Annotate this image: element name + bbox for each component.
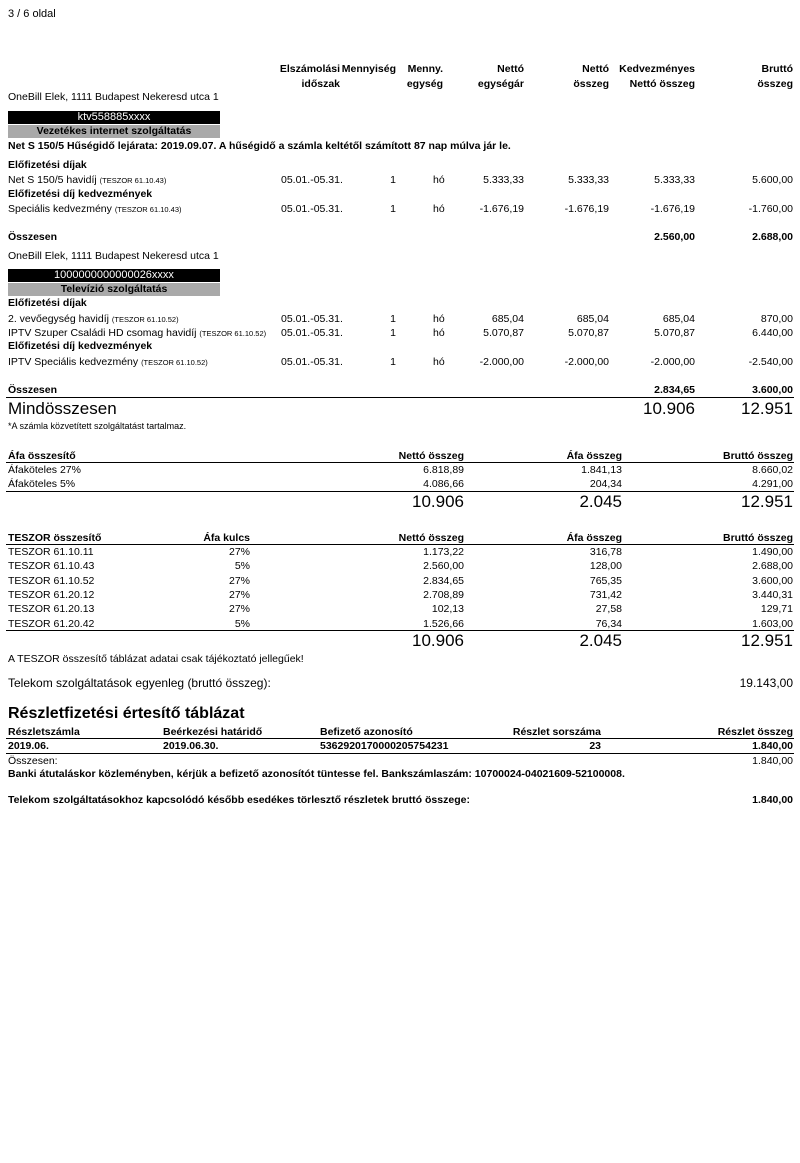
teszor-rate: 27% bbox=[228, 603, 250, 616]
item-qty: 1 bbox=[390, 174, 396, 186]
teszor-summary-row bbox=[0, 617, 800, 631]
item-unit: hó bbox=[433, 356, 445, 368]
item-unit: hó bbox=[433, 203, 445, 215]
teszor-code: TESZOR 61.20.42 bbox=[8, 617, 95, 630]
teszor-vat: 316,78 bbox=[589, 546, 622, 558]
line-item-row bbox=[0, 312, 800, 326]
vat-amount: 1.841,13 bbox=[581, 464, 622, 476]
vat-gross: 8.660,02 bbox=[752, 464, 793, 476]
vat-summary-header bbox=[0, 449, 800, 463]
total-label: Összesen bbox=[8, 384, 58, 396]
later-installments-row bbox=[0, 793, 800, 807]
teszor-gross: 1.603,00 bbox=[752, 617, 793, 630]
item-period: 05.01.-05.31. bbox=[281, 327, 343, 339]
installment-sum-row bbox=[0, 754, 800, 768]
teszor-vat: 76,34 bbox=[595, 617, 622, 630]
item-qty: 1 bbox=[390, 327, 396, 339]
vat-header-gross: Bruttó összeg bbox=[722, 450, 793, 462]
item-qty: 1 bbox=[390, 313, 396, 325]
item-unit: hó bbox=[433, 174, 445, 186]
section2-account-id: 1000000000000026xxxx bbox=[8, 269, 220, 282]
teszor-note: A TESZOR összesítő táblázat adatai csak tájékoztató jellegűek! bbox=[8, 653, 304, 665]
teszor-header-label: TESZOR összesítő bbox=[8, 532, 102, 544]
vat-total-gross: 12.951 bbox=[741, 492, 793, 511]
teszor-vat: 27,58 bbox=[595, 603, 622, 616]
loyalty-notice: Net S 150/5 Hűségidő lejárata: 2019.09.07. A hűségidő a számla keltétől számított 87 nap múlva jár le. bbox=[8, 140, 511, 152]
vat-category: Áfaköteles 27% bbox=[8, 464, 81, 476]
item-net: 5.070,87 bbox=[568, 327, 609, 339]
section2-service-name: Televízió szolgáltatás bbox=[8, 283, 220, 296]
inst-sum-value: 1.840,00 bbox=[752, 755, 793, 767]
divider bbox=[6, 397, 794, 398]
teszor-summary-row bbox=[0, 602, 800, 616]
section2-discounts-title: Előfizetési díj kedvezmények bbox=[8, 340, 153, 352]
total-net: 2.560,00 bbox=[654, 231, 695, 243]
teszor-header-rate: Áfa kulcs bbox=[203, 532, 250, 544]
section1-account-id: ktv558885xxxx bbox=[8, 111, 220, 124]
item-qty: 1 bbox=[390, 356, 396, 368]
item-unit-price: 685,04 bbox=[491, 313, 524, 325]
item-disc-net: 5.333,33 bbox=[654, 174, 695, 186]
inst-header-payer-id: Befizető azonosító bbox=[320, 726, 413, 738]
installment-row bbox=[0, 739, 800, 753]
vat-total-vat: 2.045 bbox=[579, 492, 622, 511]
item-name: Net S 150/5 havidíj (TESZOR 61.10.43) bbox=[8, 174, 167, 186]
section1-service-name: Vezetékes internet szolgáltatás bbox=[8, 125, 220, 138]
teszor-code: TESZOR 61.10.52 bbox=[8, 574, 95, 587]
line-item-row bbox=[0, 202, 800, 216]
item-disc-net: 685,04 bbox=[662, 313, 695, 325]
vat-net: 6.818,89 bbox=[423, 464, 464, 476]
item-gross: 6.440,00 bbox=[752, 327, 793, 339]
item-unit: hó bbox=[433, 327, 445, 339]
inst-deadline: 2019.06.30. bbox=[163, 740, 219, 752]
teszor-gross: 3.440,31 bbox=[752, 588, 793, 601]
item-unit-price: 5.333,33 bbox=[483, 174, 524, 186]
teszor-net: 2.708,89 bbox=[423, 588, 464, 601]
item-qty: 1 bbox=[390, 203, 396, 215]
teszor-summary-row bbox=[0, 559, 800, 573]
teszor-rate: 27% bbox=[228, 588, 250, 601]
item-period: 05.01.-05.31. bbox=[281, 174, 343, 186]
header-qty: Mennyiség bbox=[341, 63, 396, 75]
item-disc-net: -2.000,00 bbox=[650, 356, 695, 368]
header-unit: Menny. egység bbox=[406, 63, 443, 90]
later-installments-label: Telekom szolgáltatásokhoz kapcsolódó később esedékes törlesztő részletek bruttó összege: bbox=[8, 794, 470, 806]
inst-invoice: 2019.06. bbox=[8, 740, 49, 752]
item-net: -2.000,00 bbox=[564, 356, 609, 368]
item-net: -1.676,19 bbox=[564, 203, 609, 215]
teszor-code: TESZOR 61.10.11 bbox=[8, 546, 94, 558]
installments-header bbox=[0, 725, 800, 739]
header-unit-price: Nettó egységár bbox=[477, 63, 524, 90]
teszor-gross: 3.600,00 bbox=[752, 574, 793, 587]
teszor-code: TESZOR 61.10.43 bbox=[8, 560, 95, 573]
section1-address: OneBill Elek, 1111 Budapest Nekeresd utca 1 bbox=[8, 91, 219, 103]
total-label: Összesen bbox=[8, 231, 58, 243]
teszor-gross: 1.490,00 bbox=[752, 546, 793, 558]
header-net: Nettó összeg bbox=[573, 63, 609, 90]
section1-discounts-title: Előfizetési díj kedvezmények bbox=[8, 188, 153, 200]
inst-payer-id: 5362920170000205754231 bbox=[320, 740, 449, 752]
vat-header-vat: Áfa összeg bbox=[566, 450, 622, 462]
teszor-vat: 731,42 bbox=[589, 588, 622, 601]
vat-total-net: 10.906 bbox=[412, 492, 464, 511]
item-disc-net: -1.676,19 bbox=[650, 203, 695, 215]
vat-amount: 204,34 bbox=[589, 478, 622, 490]
teszor-header-vat: Áfa összeg bbox=[566, 532, 622, 544]
vat-summary-row bbox=[0, 463, 800, 477]
item-period: 05.01.-05.31. bbox=[281, 356, 343, 368]
page-indicator: 3 / 6 oldal bbox=[8, 8, 56, 20]
installments-title: Részletfizetési értesítő táblázat bbox=[8, 705, 245, 722]
teszor-total-net: 10.906 bbox=[412, 631, 464, 650]
balance-label: Telekom szolgáltatások egyenleg (bruttó összeg): bbox=[8, 676, 271, 690]
vat-header-label: Áfa összesítő bbox=[8, 450, 76, 462]
teszor-gross: 2.688,00 bbox=[752, 560, 793, 573]
item-name: IPTV Szuper Családi HD csomag havidíj (TESZOR 61.10.52) bbox=[8, 327, 267, 339]
grand-total-label: Mindösszesen bbox=[8, 399, 117, 418]
teszor-vat: 128,00 bbox=[589, 560, 622, 573]
inst-amount: 1.840,00 bbox=[752, 740, 793, 752]
teszor-rate: 27% bbox=[228, 546, 250, 558]
item-name: 2. vevőegység havidíj (TESZOR 61.10.52) bbox=[8, 313, 179, 325]
teszor-net: 1.173,22 bbox=[423, 546, 464, 558]
vat-gross: 4.291,00 bbox=[752, 478, 793, 490]
teszor-summary-row bbox=[0, 574, 800, 588]
section2-fees-title: Előfizetési díjak bbox=[8, 297, 87, 309]
teszor-summary-row bbox=[0, 545, 800, 559]
item-name: IPTV Speciális kedvezmény (TESZOR 61.10.52) bbox=[8, 356, 208, 368]
teszor-net: 2.560,00 bbox=[423, 560, 464, 573]
item-gross: 870,00 bbox=[760, 313, 793, 325]
header-gross: Bruttó összeg bbox=[757, 63, 793, 90]
line-item-row bbox=[0, 173, 800, 187]
mediated-service-note: *A számla közvetített szolgáltatást tartalmaz. bbox=[8, 421, 187, 431]
item-period: 05.01.-05.31. bbox=[281, 313, 343, 325]
header-disc-net: Kedvezményes Nettó összeg bbox=[619, 63, 695, 90]
teszor-summary-row bbox=[0, 588, 800, 602]
grand-total-net: 10.906 bbox=[643, 399, 695, 418]
teszor-total-vat: 2.045 bbox=[579, 631, 622, 650]
vat-summary-row bbox=[0, 477, 800, 491]
vat-net: 4.086,66 bbox=[423, 478, 464, 490]
balance-value: 19.143,00 bbox=[739, 676, 793, 690]
item-unit: hó bbox=[433, 313, 445, 325]
teszor-summary-header bbox=[0, 531, 800, 545]
total-gross: 2.688,00 bbox=[752, 231, 793, 243]
teszor-net: 2.834,65 bbox=[423, 574, 464, 587]
total-net: 2.834,65 bbox=[654, 384, 695, 396]
item-unit-price: -2.000,00 bbox=[479, 356, 524, 368]
line-item-row bbox=[0, 355, 800, 369]
inst-header-number: Részlet sorszáma bbox=[512, 726, 601, 738]
teszor-rate: 5% bbox=[234, 617, 250, 630]
inst-sum-label: Összesen: bbox=[8, 755, 58, 767]
vat-category: Áfaköteles 5% bbox=[8, 478, 76, 490]
teszor-vat: 765,35 bbox=[589, 574, 622, 587]
bank-transfer-note: Banki átutaláskor közleményben, kérjük a befizető azonosítót tüntesse fel. Bankszámlaszám: 10700024-04021609-52100008. bbox=[8, 768, 625, 780]
line-item-row bbox=[0, 326, 800, 340]
total-gross: 3.600,00 bbox=[752, 384, 793, 396]
item-net: 5.333,33 bbox=[568, 174, 609, 186]
teszor-rate: 27% bbox=[228, 574, 250, 587]
teszor-net: 102,13 bbox=[431, 603, 464, 616]
teszor-code: TESZOR 61.20.13 bbox=[8, 603, 95, 616]
header-period: Elszámolási időszak bbox=[279, 63, 340, 90]
section2-total-row bbox=[0, 383, 800, 397]
item-period: 05.01.-05.31. bbox=[281, 203, 343, 215]
section1-total-row bbox=[0, 230, 800, 244]
teszor-total-gross: 12.951 bbox=[741, 631, 793, 650]
item-unit-price: -1.676,19 bbox=[479, 203, 524, 215]
teszor-header-gross: Bruttó összeg bbox=[722, 532, 793, 544]
item-gross: -1.760,00 bbox=[748, 203, 793, 215]
inst-header-invoice: Részletszámla bbox=[8, 726, 80, 738]
section2-address: OneBill Elek, 1111 Budapest Nekeresd utca 1 bbox=[8, 250, 219, 262]
later-installments-value: 1.840,00 bbox=[752, 794, 793, 806]
grand-total-gross: 12.951 bbox=[741, 399, 793, 418]
teszor-header-net: Nettó összeg bbox=[398, 532, 464, 544]
teszor-net: 1.526,66 bbox=[423, 617, 464, 630]
item-disc-net: 5.070,87 bbox=[654, 327, 695, 339]
item-net: 685,04 bbox=[576, 313, 609, 325]
section1-fees-title: Előfizetési díjak bbox=[8, 159, 87, 171]
item-unit-price: 5.070,87 bbox=[483, 327, 524, 339]
teszor-code: TESZOR 61.20.12 bbox=[8, 588, 95, 601]
item-gross: 5.600,00 bbox=[752, 174, 793, 186]
inst-header-amount: Részlet összeg bbox=[717, 726, 793, 738]
vat-header-net: Nettó összeg bbox=[398, 450, 464, 462]
teszor-gross: 129,71 bbox=[760, 603, 793, 616]
inst-number: 23 bbox=[589, 740, 601, 752]
item-gross: -2.540,00 bbox=[748, 356, 793, 368]
inst-header-deadline: Beérkezési határidő bbox=[163, 726, 263, 738]
teszor-rate: 5% bbox=[234, 560, 250, 573]
item-name: Speciális kedvezmény (TESZOR 61.10.43) bbox=[8, 203, 182, 215]
